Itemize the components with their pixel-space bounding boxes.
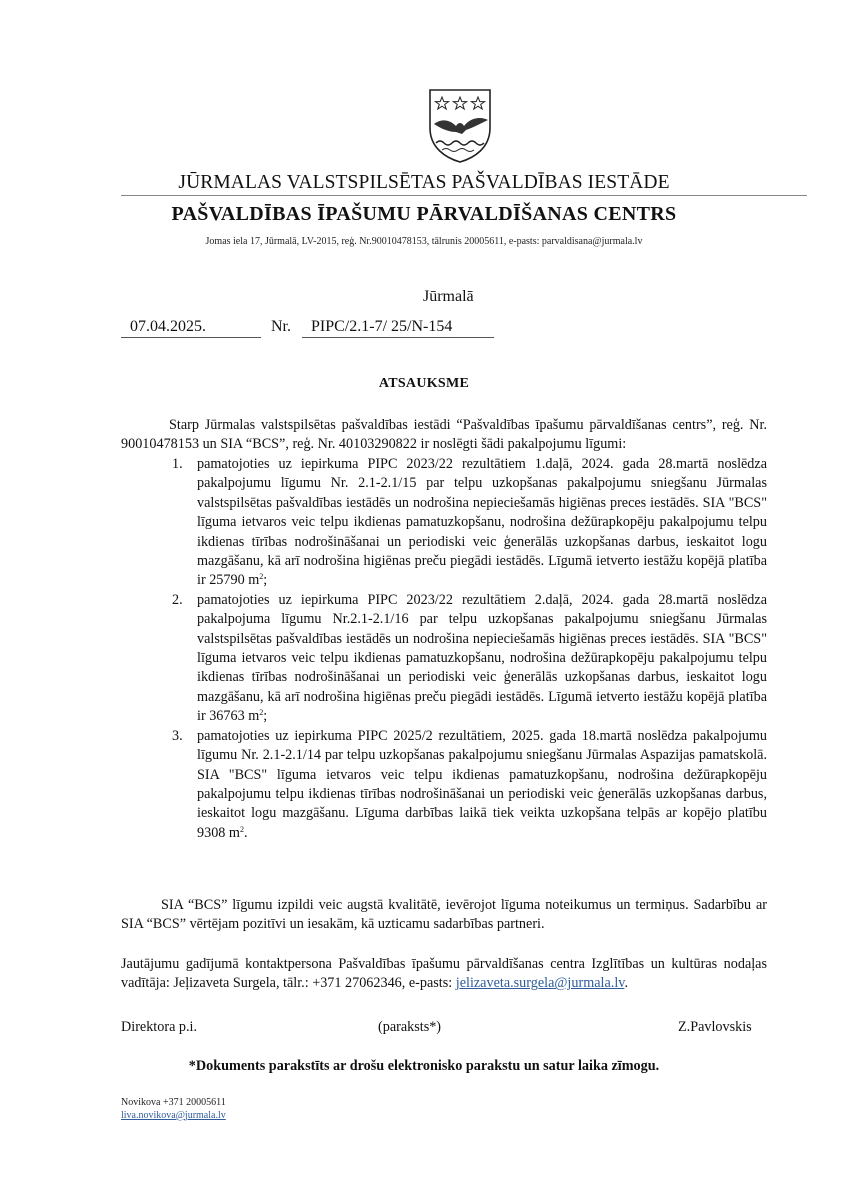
signatory-role: Direktora p.i.: [121, 1019, 198, 1035]
city: Jūrmalā: [423, 288, 474, 305]
e-signature-notice: *Dokuments parakstīts ar drošu elektronisko parakstu un satur laika zīmogu.: [188, 1058, 660, 1074]
document-number: PIPC/2.1-7/ 25/N-154: [302, 318, 494, 338]
evaluation-paragraph: SIA “BCS” līgumu izpildi veic augstā kvalitātē, ievērojot līguma noteikumus un termiņus. Sadarbību ar SIA “BCS” vērtējam pozitīvi un iesakām, kā uzticamu sadarbības partneri.: [121, 897, 767, 933]
document-date: 07.04.2025.: [121, 318, 261, 338]
signatory-name: Z.Pavlovskis: [678, 1019, 752, 1035]
contract-text: pamatojoties uz iepirkuma PIPC 2025/2 rezultātiem, 2025. gada 18.martā noslēdza pakalpojumu līgumu Nr. 2.1-2.1/14 par telpu uzkopšanas pakalpojumu sniegšanu Jūrmalas Aspazijas pamatskolā. SIA "BCS" līguma ietvaros veic telpu ikdienas pamatuzkopšanu, nodrošina dežūrapkopēju pakalpojumu telpu ikdienas tīrības nodrošināšanai un periodiski veic ģenerālās uzkopšanas darbus, ieskaitot logu mazgāšanu. Līguma darbības laikā tiek veikta uzkopšana telpās ar kopējo platību 9308 m: [197, 727, 767, 841]
contract-item: [121, 455, 767, 591]
contract-text: pamatojoties uz iepirkuma PIPC 2023/22 rezultātiem 1.daļā, 2024. gada 28.martā noslēdza pakalpojumu līgumu Nr. 2.1-2.1/15 par telpu uzkopšanas pakalpojumu sniegšanu Jūrmalas valstspilsētas pašvaldības iestādēs un nodrošina nepieciešamās higiēnas preces iestādēs. SIA "BCS" līguma ietvaros veic telpu ikdienas pamatuzkopšanu, nodrošina dežūrapkopēju pakalpojumu telpu ikdienas tīrības nodrošināšanai un periodiski veic ģenerālās uzkopšanas darbus, ieskaitot logu mazgāšanu, kā arī nodrošina higiēnas preču piegādi iestādēs. Līgumā ietverto iestāžu kopējā platība ir 25790 m: [197, 456, 767, 589]
footer: [121, 1097, 226, 1122]
coat-of-arms-icon: [428, 88, 492, 164]
department-address: Jomas iela 17, Jūrmalā, LV-2015, reģ. Nr.90010478153, tālrunis 20005611, e-pasts: parvaldisana@jurmala.lv: [205, 236, 643, 247]
contract-number: 3.: [172, 727, 183, 744]
contact-text: Jautājumu gadījumā kontaktpersona Pašvaldības īpašumu pārvaldīšanas centra Izglītības un kultūras nodaļas vadītāja: Jeļizaveta Surgela, tālr.: +371 27062346, e-pasts:: [121, 956, 767, 992]
contract-suffix: ;: [263, 708, 268, 725]
superscript: 2: [239, 824, 244, 834]
contracts-list: [121, 455, 767, 843]
contract-number: 2.: [172, 591, 183, 608]
superscript: 2: [259, 572, 264, 582]
header-divider: [121, 195, 807, 196]
author-email-link[interactable]: liva.novikova@jurmala.lv: [121, 1109, 226, 1121]
signature-placeholder: (paraksts*): [378, 1019, 442, 1035]
contract-item: [121, 591, 767, 727]
author-contact: Novikova +371 20005611: [121, 1097, 226, 1108]
contract-suffix: .: [243, 824, 248, 841]
superscript: 2: [259, 708, 264, 718]
document-title: ATSAUKSME: [378, 376, 470, 391]
contact-paragraph: [121, 955, 767, 994]
contact-end: .: [624, 975, 628, 992]
organization-name: JŪRMALAS VALSTSPILSĒTAS PAŠVALDĪBAS IESTĀDE: [178, 172, 670, 193]
contract-suffix: ;: [263, 572, 268, 589]
contact-email-link[interactable]: jelizaveta.surgela@jurmala.lv: [455, 975, 625, 992]
contract-text: pamatojoties uz iepirkuma PIPC 2023/22 rezultātiem 2.daļā, 2024. gada 28.martā noslēdza pakalpojuma līgumu Nr.2.1-2.1/16 par telpu uzkopšanas pakalpojumu sniegšanu Jūrmalas valstspilsētas pašvaldības iestādēs un nodrošina nepieciešamās higiēnas preces iestādēs. SIA "BCS" līguma ietvaros veic telpu ikdienas pamatuzkopšanu, nodrošina dežūrapkopēju pakalpojumu telpu ikdienas tīrības nodrošināšanai un periodiski veic ģenerālās uzkopšanas darbus, ieskaitot logu mazgāšanu, kā arī nodrošina higiēnas preču piegādi iestādēs. Līgumā ietverto iestāžu kopējā platība ir 36763 m: [197, 591, 767, 725]
document-number-label: Nr.: [271, 318, 291, 335]
contract-number: 1.: [172, 456, 183, 472]
contract-item: [121, 727, 767, 843]
department-name: PAŠVALDĪBAS ĪPAŠUMU PĀRVALDĪŠANAS CENTRS: [171, 203, 677, 225]
intro-paragraph: Starp Jūrmalas valstspilsētas pašvaldības iestādi “Pašvaldības īpašumu pārvaldīšanas centrs”, reģ. Nr. 90010478153 un SIA “BCS”, reģ. Nr. 40103290822 ir noslēgti šādi pakalpojumu līgumi:: [121, 417, 767, 453]
